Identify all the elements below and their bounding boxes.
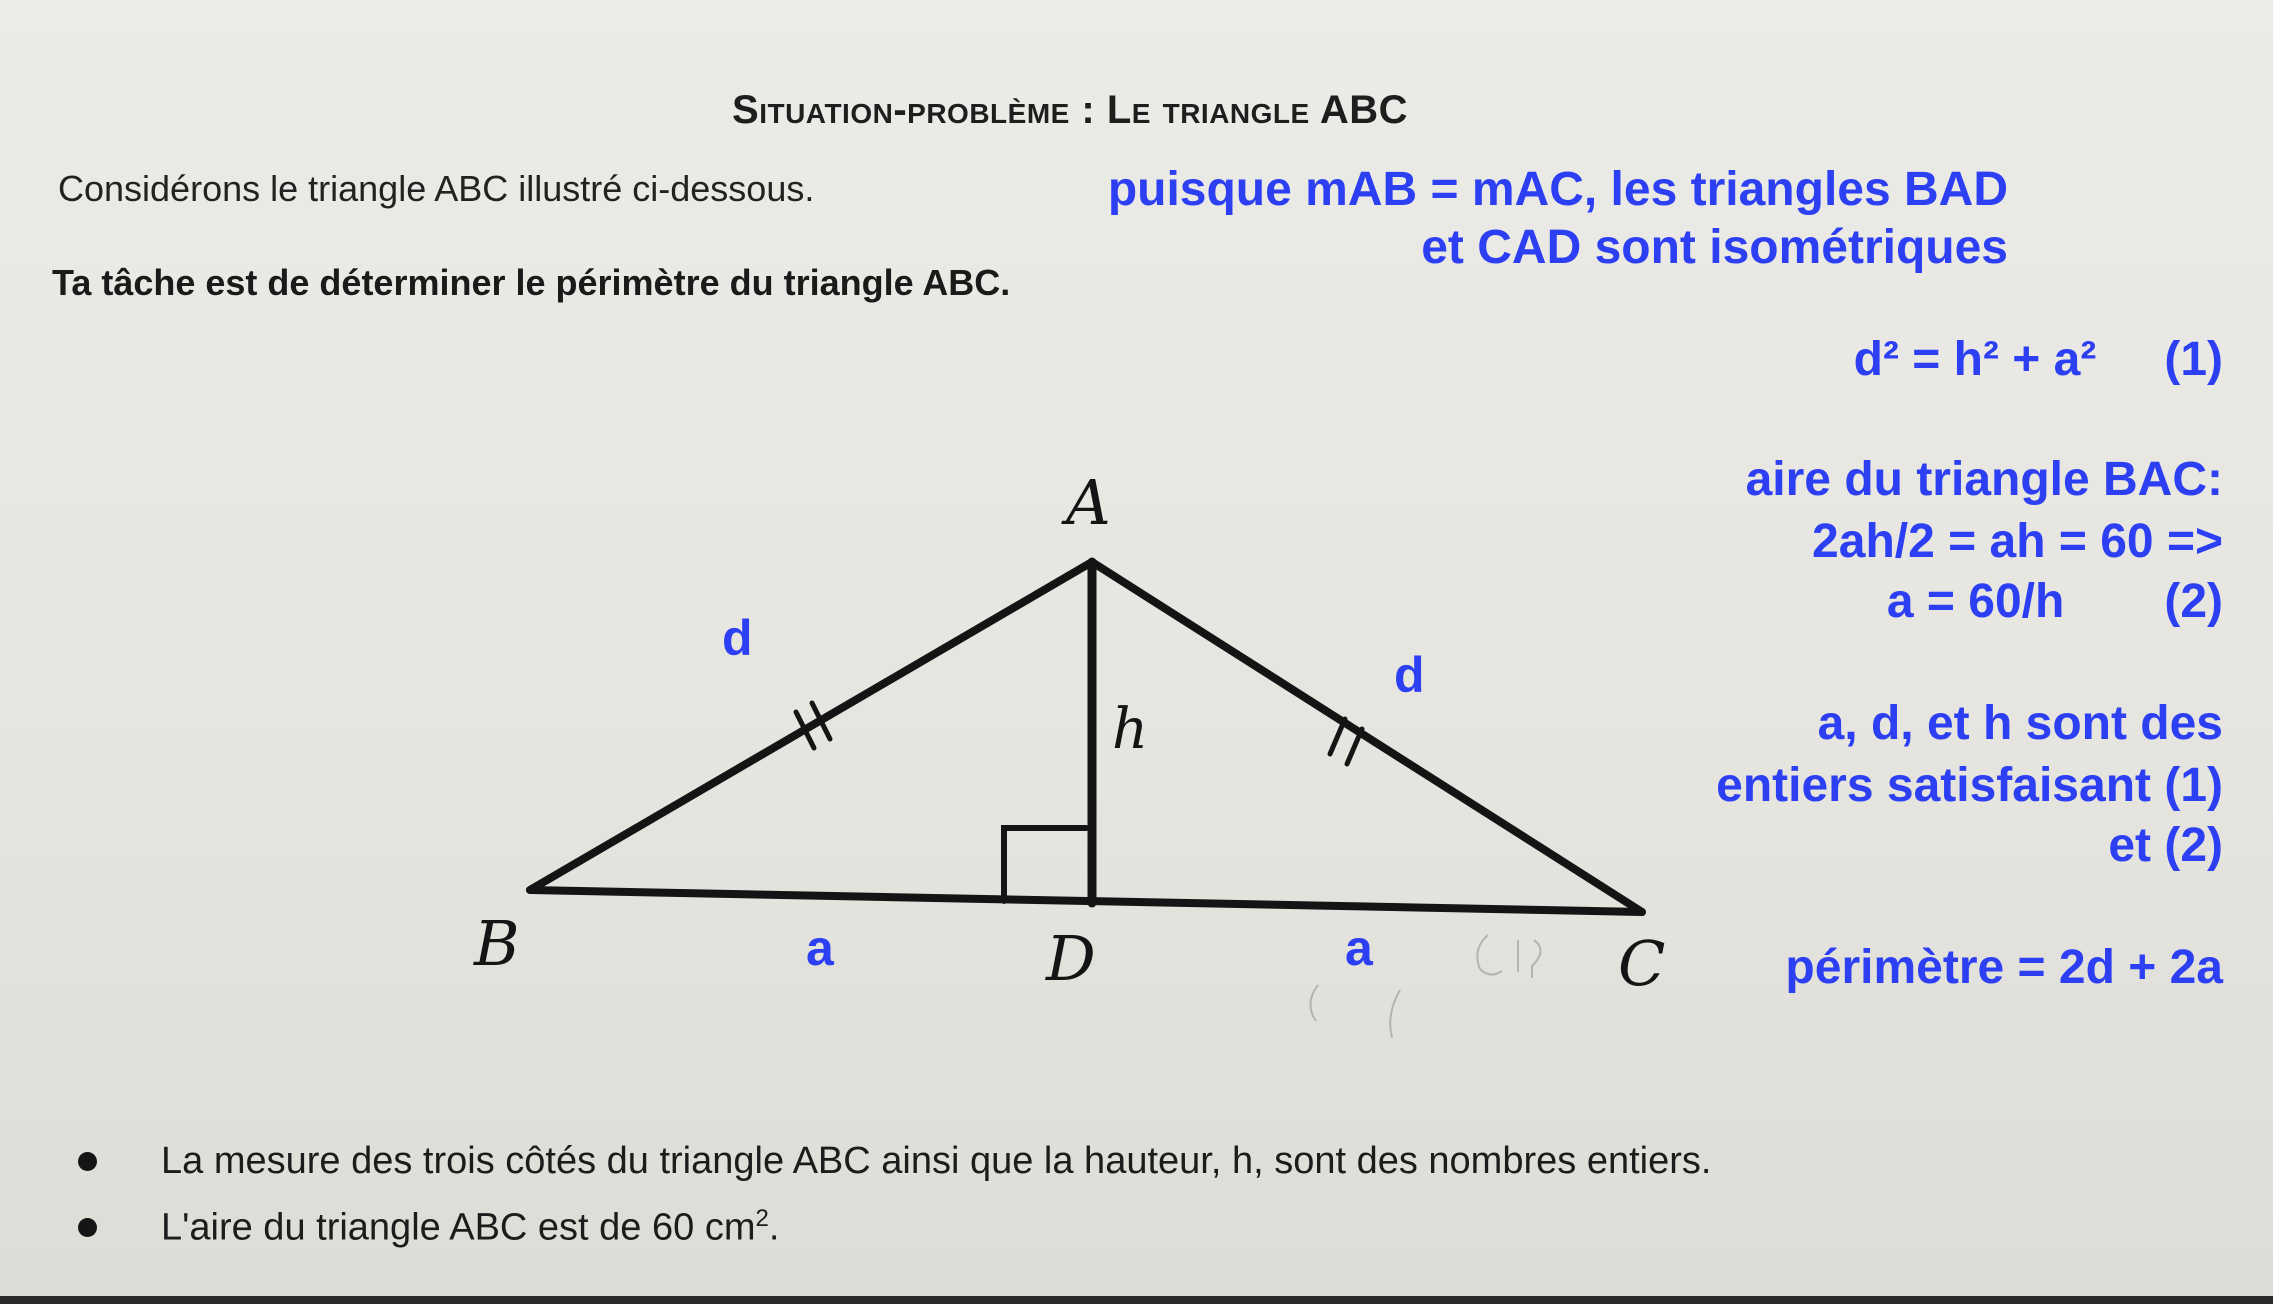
height-label-h: h [1112, 697, 1149, 762]
bullet-dot-icon [78, 1218, 97, 1237]
bullet-text-2-period: . [768, 1206, 780, 1249]
side-label-d-right: d [1394, 647, 1425, 703]
side-ab-line [530, 562, 1092, 890]
equation-1-number: (1) [2164, 333, 2223, 386]
base-label-a-right: a [1345, 920, 1373, 976]
area-title: aire du triangle BAC: [1745, 453, 2223, 506]
base-label-a-left: a [806, 920, 834, 976]
side-bc-line [530, 890, 1642, 912]
task-text: Ta tâche est de déterminer le périmètre du triangle ABC. [52, 262, 1011, 303]
vertex-label-b: B [474, 907, 520, 980]
bullet-item-2 [78, 1194, 1711, 1260]
right-angle-marker [1004, 828, 1086, 901]
side-ac-line [1092, 562, 1642, 912]
perimeter-formula: périmètre = 2d + 2a [1785, 941, 2223, 994]
bullet-item-1 [78, 1128, 1711, 1194]
bullet-text-2-main: L'aire du triangle ABC est de 60 cm [161, 1206, 756, 1249]
intro-text: Considérons le triangle ABC illustré ci-dessous. [58, 168, 815, 209]
worksheet-title: Situation-problème : Le triangle ABC [732, 88, 1408, 132]
bullet-list [78, 1128, 1711, 1260]
vertex-label-c: C [1618, 927, 1666, 1000]
integers-line-2: entiers satisfaisant (1) [1716, 759, 2223, 812]
area-equation: 2ah/2 = ah = 60 => [1812, 515, 2223, 568]
vertex-label-a: A [1066, 466, 1111, 539]
equation-1-text: d² = h² + a² [1853, 333, 2097, 386]
equation-2-text: a = 60/h [1886, 575, 2065, 628]
bullet-text-2 [161, 1205, 779, 1250]
bullet-text-1: La mesure des trois côtés du triangle ABC ainsi que la hauteur, h, sont des nombres entiers. [161, 1139, 1712, 1182]
bullet-text-2-exponent: 2 [755, 1204, 769, 1232]
annotation-isometric-1: puisque mAB = mAC, les triangles BAD [1107, 163, 2008, 216]
side-label-d-left: d [722, 610, 753, 666]
bullet-dot-icon [78, 1152, 97, 1171]
annotation-isometric-2: et CAD sont isométriques [1421, 221, 2008, 274]
integers-line-3: et (2) [2108, 819, 2223, 872]
integers-line-1: a, d, et h sont des [1817, 697, 2223, 750]
vertex-label-d: D [1046, 922, 1096, 995]
equation-2-number: (2) [2164, 575, 2223, 628]
